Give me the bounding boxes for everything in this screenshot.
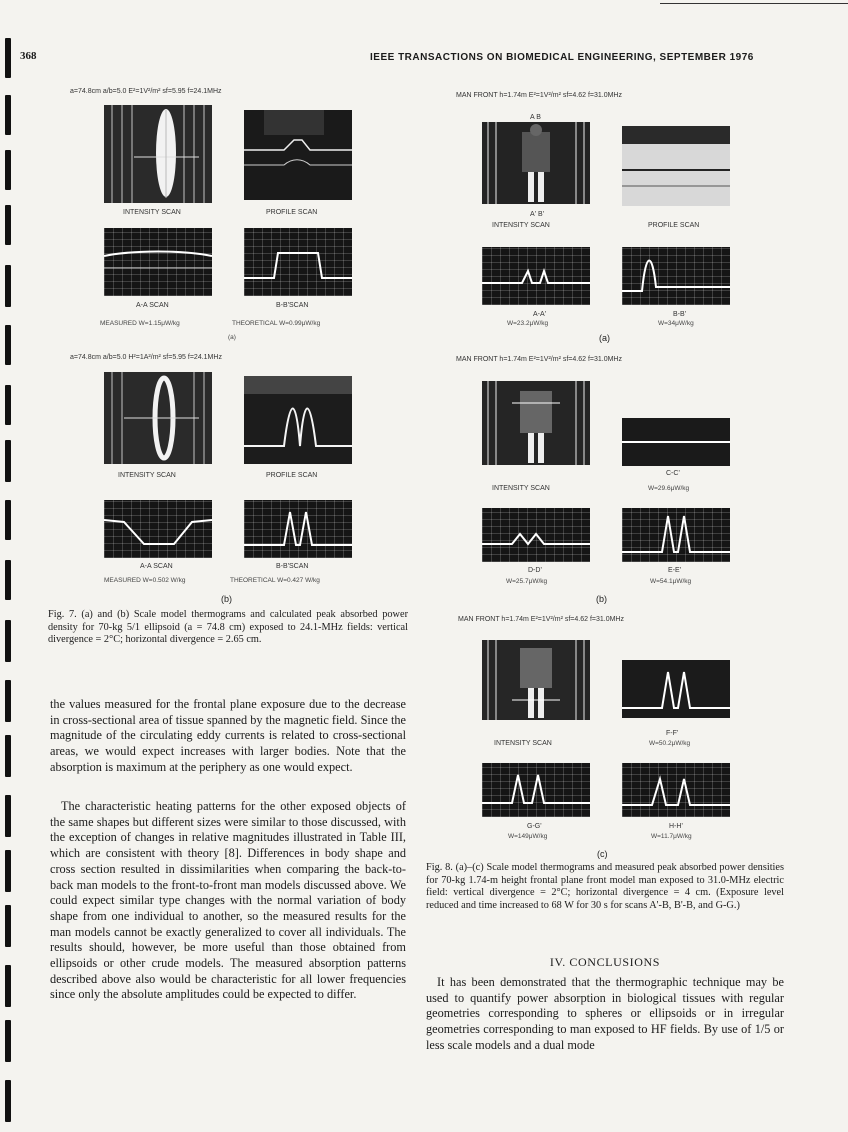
- fig7a-aa-label: A-A SCAN: [136, 302, 169, 309]
- fig8b-intensity-label: INTENSITY SCAN: [492, 485, 550, 492]
- page-number: 368: [20, 50, 37, 62]
- fig8b-cc-plot: [622, 418, 730, 466]
- binding-mark: [5, 905, 11, 947]
- fig7a-sublabel: (a): [228, 334, 236, 341]
- body-paragraph-2: The characteristic heating patterns for the other exposed objects of the same shapes but different sizes were similar to those discussed, with the exception of changes in relative magnitudes illustrated in Table III, which are consistent with theory [8]. Differences in body shape and cross section resulted in dissimilarities when comparing the back-to-back man models to the front-to-front man models discussed above. We could expect similar type changes with the normal variation of body shape from one individual to another, so the measured results for the man models cannot be exactly generalized to cover all individuals. The results should, however, be more useful than those obtained from ellipsoids or other crude models. The measured absorption patterns described above also would be characteristic for all lower frequencies since only the absolute amplitudes could be expected to differ.: [50, 799, 406, 1002]
- binding-mark: [5, 1020, 11, 1062]
- binding-mark: [5, 440, 11, 482]
- binding-mark: [5, 95, 11, 135]
- fig8a-sublabel: (a): [599, 333, 610, 343]
- fig7b-bb-scan-plot: [244, 500, 352, 558]
- fig8c-ff-plot: [622, 660, 730, 718]
- fig8b-w-d: W=25.7μW/kg: [506, 578, 548, 585]
- fig8a-marker-ab2: A' B': [530, 211, 544, 218]
- fig8a-scan-a: A-A': [533, 311, 547, 318]
- fig8a-params: MAN FRONT h=1.74m E²=1V²/m² sf=4.62 f=31.0MHz: [456, 92, 622, 99]
- fig8c-gg-plot: [482, 763, 590, 817]
- binding-mark: [5, 1080, 11, 1122]
- thermogram-graphic: [482, 122, 590, 204]
- fig8c-intensity-label: INTENSITY SCAN: [494, 740, 552, 747]
- conclusions-heading: IV. CONCLUSIONS: [549, 955, 661, 969]
- ff-graphic: [622, 660, 730, 718]
- fig7a-theoretical: THEORETICAL W=0.99μW/kg: [232, 320, 321, 327]
- aa-scan-graphic: [104, 228, 212, 296]
- binding-mark: [5, 38, 11, 78]
- fig8c-w-f: W=50.2μW/kg: [649, 740, 691, 747]
- body-paragraph-1: the values measured for the frontal plane exposure due to the decrease in cross-sectional area of tissue spanned by the magnetic field. Since the magnitude of the circulating eddy currents is related to cross-sectional areas, we would expect increases with larger bodies. Note that the absorption is maximum at the periphery as one would expect.: [50, 697, 406, 774]
- thermogram-graphic: [482, 381, 590, 465]
- fig8a-w-a: W=23.2μW/kg: [507, 320, 549, 327]
- fig8a-marker-ab: A B: [530, 114, 541, 121]
- binding-mark: [5, 500, 11, 540]
- binding-mark: [5, 150, 11, 190]
- top-rule: [660, 3, 848, 4]
- fig7b-bb-label: B-B'SCAN: [276, 563, 309, 570]
- fig7a-measured: MEASURED W=1.15μW/kg: [100, 320, 180, 327]
- binding-mark: [5, 965, 11, 1007]
- fig7a-aa-scan-plot: [104, 228, 212, 296]
- fig7b-theoretical: THEORETICAL W=0.427 W/kg: [230, 577, 320, 584]
- fig8-caption: Fig. 8. (a)–(c) Scale model thermograms and measured peak absorbed power densities for 70-kg 1.74-m height frontal plane front model man exposed to 31.0-MHz electric field: vertical divergence = 2°C; horizontal divergence = 4 cm. (Exposure level reduced and time increased to 68 W for 30 s for scans A'-B, B'-B, and G-G.): [426, 862, 784, 911]
- binding-mark: [5, 620, 11, 662]
- fig8b-w-c: W=29.6μW/kg: [648, 485, 690, 492]
- aa-scan-graphic: [482, 247, 590, 305]
- binding-mark: [5, 205, 11, 245]
- profile-graphic: [244, 110, 352, 200]
- fig7a-bb-label: B-B'SCAN: [276, 302, 309, 309]
- fig8a-intensity-thermogram: [482, 122, 590, 204]
- fig8b-intensity-thermogram: [482, 381, 590, 465]
- fig8c-w-h: W=11.7μW/kg: [651, 833, 692, 840]
- fig7b-aa-label: A-A SCAN: [140, 563, 173, 570]
- fig7a-profile-label: PROFILE SCAN: [266, 209, 318, 216]
- profile-graphic: [622, 126, 730, 206]
- thermogram-graphic: [482, 640, 590, 720]
- fig8b-w-e: W=54.1μW/kg: [650, 578, 692, 585]
- profile-graphic: [244, 376, 352, 464]
- thermogram-graphic: [104, 372, 212, 464]
- fig7b-profile-thermogram: [244, 376, 352, 464]
- running-header: IEEE TRANSACTIONS ON BIOMEDICAL ENGINEERING, SEPTEMBER 1976: [370, 52, 754, 63]
- ee-graphic: [622, 508, 730, 562]
- fig8c-scan-f: F-F': [666, 730, 679, 737]
- fig8b-sublabel: (b): [596, 594, 607, 604]
- fig8b-dd-plot: [482, 508, 590, 562]
- fig7a-bb-scan-plot: [244, 228, 352, 296]
- binding-mark: [5, 795, 11, 837]
- fig7b-aa-scan-plot: [104, 500, 212, 558]
- binding-mark: [5, 325, 11, 365]
- bb-scan-graphic: [244, 500, 352, 558]
- fig7b-params: a=74.8cm a/b=5.0 H²=1A²/m² sf=5.95 f=24.1MHz: [70, 354, 222, 361]
- fig8c-params: MAN FRONT h=1.74m E²=1V²/m² sf=4.62 f=31.0MHz: [458, 616, 624, 623]
- hh-graphic: [622, 763, 730, 817]
- thermogram-graphic: [104, 105, 212, 203]
- fig8c-scan-g: G-G': [527, 823, 542, 830]
- binding-mark: [5, 680, 11, 722]
- fig8a-profile-thermogram: [622, 126, 730, 206]
- cc-graphic: [622, 418, 730, 466]
- fig7-caption: Fig. 7. (a) and (b) Scale model thermograms and calculated peak absorbed power density for 70-kg 5/1 ellipsoid (a = 74.8 cm) exposed to 24.1-MHz fields: vertical divergence = 2°C; horizontal divergence = 2.65 cm.: [48, 609, 408, 645]
- bb-scan-graphic: [244, 228, 352, 296]
- fig8c-scan-h: H-H': [669, 823, 683, 830]
- fig7a-intensity-thermogram: [104, 105, 212, 203]
- fig8b-scan-d: D-D': [528, 567, 542, 574]
- fig7a-params: a=74.8cm a/b=5.0 E²=1V²/m² sf=5.95 f=24.1MHz: [70, 88, 222, 95]
- aa-scan-graphic: [104, 500, 212, 558]
- fig7b-profile-label: PROFILE SCAN: [266, 472, 318, 479]
- fig8a-aa-scan-plot: [482, 247, 590, 305]
- fig7a-profile-thermogram: [244, 110, 352, 200]
- fig8c-intensity-thermogram: [482, 640, 590, 720]
- fig8a-profile-label: PROFILE SCAN: [648, 222, 700, 229]
- fig8a-w-b: W=34μW/kg: [658, 320, 694, 327]
- binding-mark: [5, 385, 11, 425]
- fig8b-scan-c: C-C': [666, 470, 680, 477]
- gg-graphic: [482, 763, 590, 817]
- fig7b-sublabel: (b): [221, 594, 232, 604]
- binding-mark: [5, 850, 11, 892]
- fig8b-ee-plot: [622, 508, 730, 562]
- fig8c-hh-plot: [622, 763, 730, 817]
- conclusions-paragraph: It has been demonstrated that the thermographic technique may be used to quantify power absorption in biological tissues with regular geometries corresponding to spheres or ellipsoids or in irregular geometries corresponding to man exposed to HF fields. By use of 1/5 or less scale models and a dual mode: [426, 975, 784, 1052]
- fig7a-intensity-label: INTENSITY SCAN: [123, 209, 181, 216]
- binding-mark: [5, 265, 11, 307]
- fig8a-scan-b: B-B': [673, 311, 687, 318]
- fig8c-w-g: W=149μW/kg: [508, 833, 548, 840]
- fig7b-intensity-thermogram: [104, 372, 212, 464]
- fig7b-measured: MEASURED W=0.502 W/kg: [104, 577, 186, 584]
- fig8a-intensity-label: INTENSITY SCAN: [492, 222, 550, 229]
- fig7b-intensity-label: INTENSITY SCAN: [118, 472, 176, 479]
- fig8b-scan-e: E-E': [668, 567, 682, 574]
- fig8a-bb-scan-plot: [622, 247, 730, 305]
- binding-mark: [5, 560, 11, 600]
- dd-graphic: [482, 508, 590, 562]
- bb-scan-graphic: [622, 247, 730, 305]
- binding-mark: [5, 735, 11, 777]
- fig8c-sublabel: (c): [597, 849, 608, 859]
- fig8b-params: MAN FRONT h=1.74m E²=1V²/m² sf=4.62 f=31.0MHz: [456, 356, 622, 363]
